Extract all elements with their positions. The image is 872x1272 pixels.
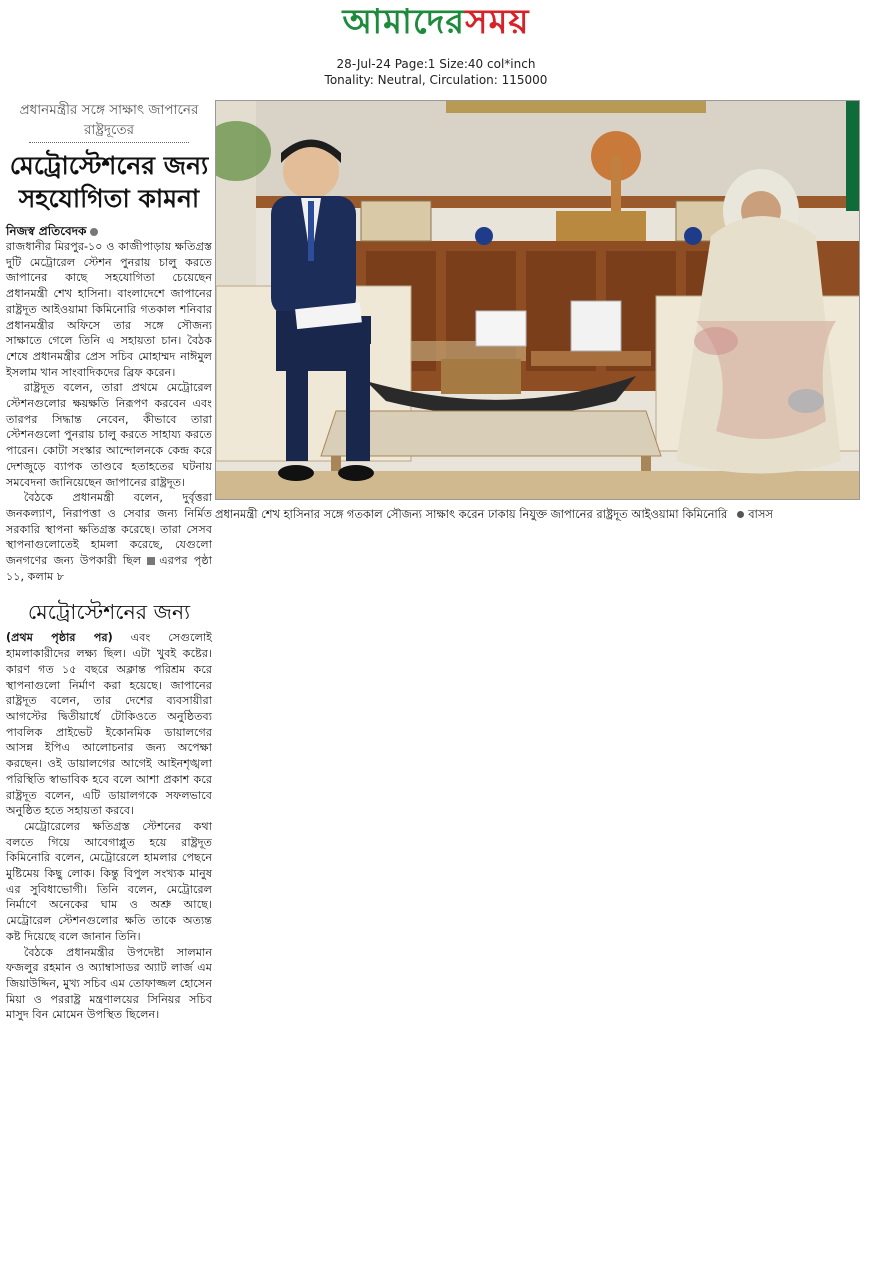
article-kicker: প্রধানমন্ত্রীর সঙ্গে সাক্ষাৎ জাপানের রাষ্ট্রদূতের <box>19 102 199 138</box>
photo-caption-text: প্রধানমন্ত্রী শেখ হাসিনার সঙ্গে গতকাল সৌজন্য সাক্ষাৎ করেন ঢাকায় নিযুক্ত জাপানের রাষ্ট্রদূত আইওয়ামা কিমিনোরি <box>215 507 728 521</box>
photo-caption <box>215 506 865 522</box>
continuation-paragraph-1 <box>6 630 212 818</box>
news-photo <box>215 100 860 500</box>
article-headline: মেট্রোস্টেশনের জন্য সহযোগিতা কামনা <box>9 151 209 213</box>
continuation-paragraph-1-text: এবং সেগুলোই হামলাকারীদের লক্ষ্য ছিল। এটা খুবই কষ্টের। কারণ গত ১৫ বছরে অক্লান্ত পরিশ্রম করে স্থাপনাগুলো নির্মাণ করা হয়েছে। জাপানের রাষ্ট্রদূত বলেন, তার দেশের ব্যবসায়ীরা আগস্টের দ্বিতীয়ার্ধে টোকিওতে অনুষ্ঠিতব্য পাবলিক প্রাইভেট ইকোনমিক ডায়ালগের আসন্ন ইপিএ আলোচনার জন্য অপেক্ষা করছেন। ওই ডায়ালগের আগেই আইনশৃঙ্খলা পরিস্থিতি স্বাভাবিক হবে বলে আশা প্রকাশ করে রাষ্ট্রদূত বলেন, এটি ডায়ালগকে সফলভাবে অনুষ্ঠিত হতে সহায়তা করবে। <box>6 631 213 818</box>
photo-credit: বাসস <box>748 507 773 521</box>
article-paragraph-3 <box>6 490 212 584</box>
continuation-headline: মেট্রোস্টেশনের জন্য <box>27 600 191 625</box>
continuation-body <box>6 630 212 1023</box>
kicker-divider <box>29 142 189 143</box>
article-column <box>6 100 212 1023</box>
byline-text: নিজস্ব প্রতিবেদক <box>6 224 87 238</box>
bullet-icon <box>90 228 98 236</box>
masthead <box>0 2 872 42</box>
jump-reference: এরপর পৃষ্ঠা ১১, কলাম ৮ <box>6 554 212 583</box>
meeting-photo-illustration <box>216 101 860 500</box>
article-byline <box>6 223 212 239</box>
article-paragraph-1: রাজধানীর মিরপুর-১০ ও কাজীপাড়ায় ক্ষতিগ্রস্ত দুটি মেট্রোরেল স্টেশন পুনরায় চালু করতে জাপানের কাছে সহযোগিতা চেয়েছেন প্রধানমন্ত্রী শেখ হাসিনা। বাংলাদেশে জাপানের রাষ্ট্রদূত আইওয়ামা কিমিনোরি গতকাল শনিবার প্রধানমন্ত্রীর অফিসে তার সঙ্গে সৌজন্য সাক্ষাতে গেলে তিনি এ সহায়তা চান। বৈঠক শেষে প্রধানমন্ত্রীর প্রেস সচিব মোহাম্মদ নাঈমুল ইসলাম খান সাংবাদিকদের ব্রিফ করেন। <box>6 240 212 379</box>
bullet-icon <box>737 511 744 518</box>
newspaper-logo <box>343 2 530 42</box>
continuation-tag: (প্রথম পৃষ্ঠার পর) <box>6 631 113 645</box>
continuation-paragraph-3: বৈঠকে প্রধানমন্ত্রীর উপদেষ্টা সালমান ফজলুর রহমান ও অ্যাম্বাসাডর অ্যাট লার্জ এম জিয়াউদ্দিন, মুখ্য সচিব এম তোফাজ্জল হোসেন মিয়া ও পররাষ্ট্র মন্ত্রণালয়ের সিনিয়র সচিব মাসুদ বিন মোমেন উপস্থিত ছিলেন। <box>6 945 212 1022</box>
article-paragraph-3-text: বৈঠকে প্রধানমন্ত্রী বলেন, দুর্বৃত্তরা জনকল্যাণ, নিরাপত্তা ও সেবার জন্য নির্মিত সরকারি স্থাপনা ক্ষতিগ্রস্ত করেছে। তারা সেসব স্থাপনাগুলোতেই হামলা করেছে, যেগুলো জনগণের জন্য উপকারী ছিল <box>6 491 212 568</box>
clipping-meta <box>0 56 872 88</box>
logo-part-1: আমাদের <box>342 2 466 42</box>
meta-tonality-circulation: Tonality: Neutral, Circulation: 115000 <box>324 73 548 87</box>
article-paragraph-2: রাষ্ট্রদূত বলেন, তারা প্রথমে মেট্রোরেল স্টেশনগুলোর ক্ষয়ক্ষতি নিরূপণ করবেন এবং তারপর সিদ্ধান্ত নেবেন, কীভাবে তারা স্টেশনগুলো পুনরায় চালু করতে সাহায্য করতে পারেন। কোটা সংস্কার আন্দোলনকে কেন্দ্র করে দেশজুড়ে ব্যাপক তাণ্ডবে হতাহতের ঘটনায় সমবেদনা জানিয়েছেন জাপানের রাষ্ট্রদূত। <box>6 381 212 489</box>
article-body <box>6 239 212 584</box>
meta-date-page-size: 28-Jul-24 Page:1 Size:40 col*inch <box>336 57 536 71</box>
logo-part-2: সময় <box>465 2 530 42</box>
continuation-paragraph-2: মেট্রোরেলের ক্ষতিগ্রস্ত স্টেশনের কথা বলতে গিয়ে আবেগাপ্লুত হয়ে রাষ্ট্রদূত কিমিনোরি বলেন, মেট্রোরেলে হামলার পেছনে মুষ্টিমেয় কিছু লোক। কিন্তু বিপুল সংখ্যক মানুষ এর সুবিধাভোগী। তিনি বলেন, মেট্রোরেল নির্মাণে অনেকের ঘাম ও অশ্রু আছে। মেট্রোরেল স্টেশনগুলোর ক্ষতি তাকে অত্যন্ত কষ্ট দিয়েছে বলে জানান তিনি। <box>6 819 212 943</box>
square-bullet-icon <box>147 557 155 565</box>
